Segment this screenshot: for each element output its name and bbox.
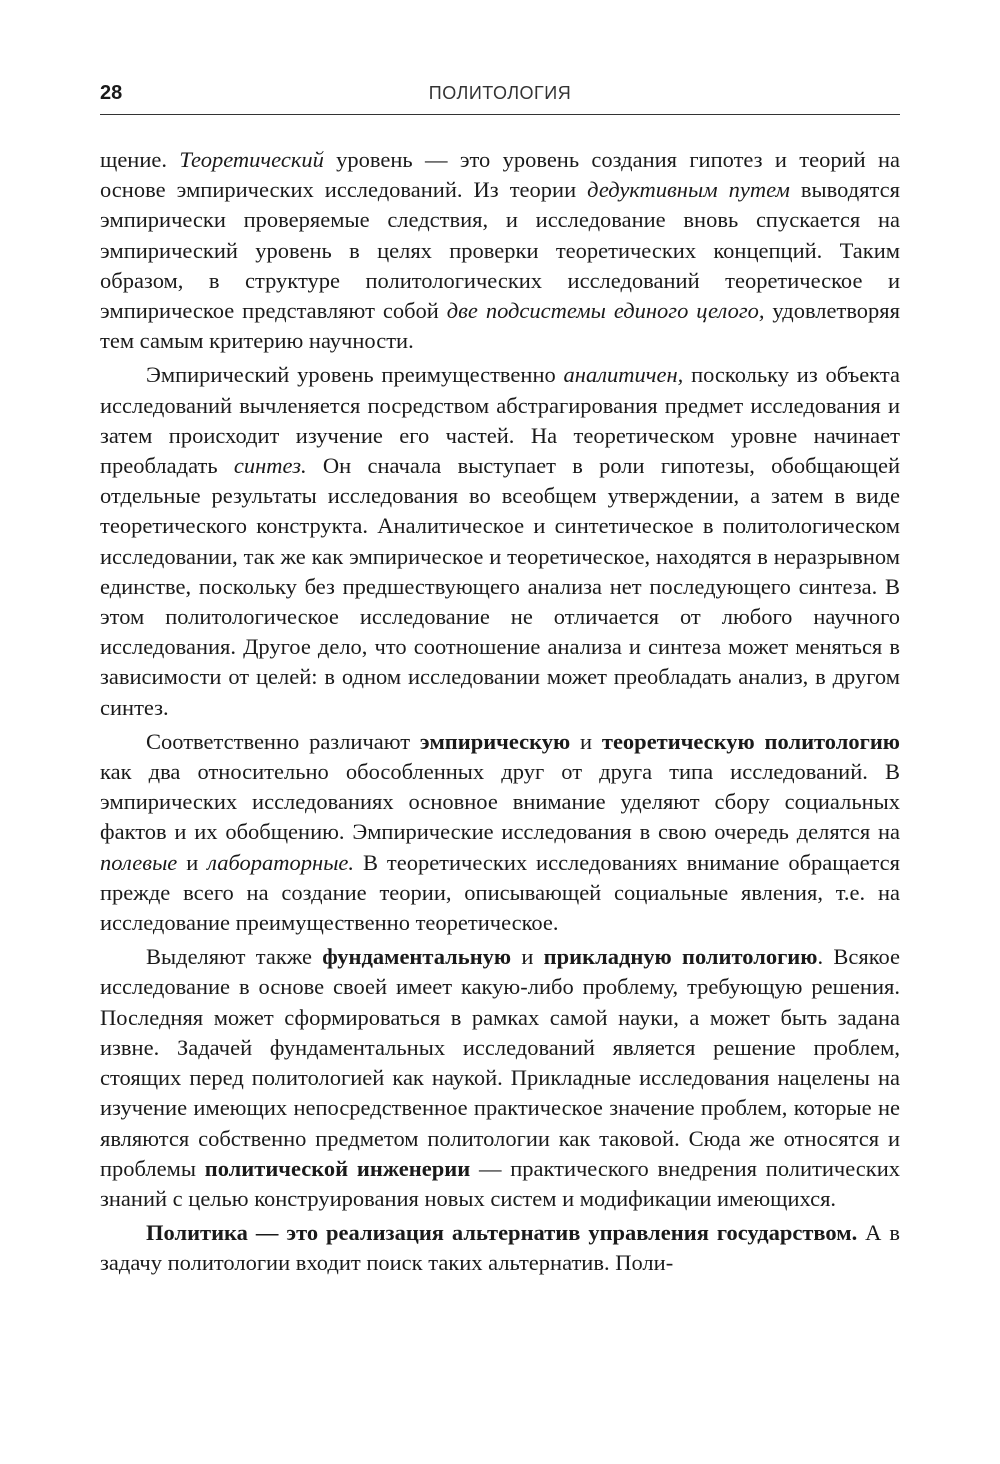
text-span: — практического внедрения политических знаний с целью конструирования новых систем и модификации имеющихся.	[100, 1155, 900, 1211]
bold-term: прикладную политологию	[543, 944, 818, 970]
text-span: и	[570, 728, 602, 754]
bold-definition: Политика — это реализация альтернатив управления государством.	[146, 1220, 858, 1246]
text-span: поскольку из объекта исследований вычленяется посредством абстрагирования предмет исследования и затем происходит изучение его частей. На теоретическом уровне начинает преобладать	[100, 362, 900, 479]
bold-term: политической инженерии	[204, 1155, 471, 1181]
text-span: А в задачу политологии входит поиск таких альтернатив. Поли-	[100, 1220, 901, 1276]
text-span: . Всякое исследование в основе своей имеет какую-либо проблему, требующую решения. Последняя может сформироваться в рамках самой науки, а может быть задана извне. Задачей фундаментальных исследований является решение проблем, стоящих перед политологией как наукой. Прикладные исследования нацелены на изучение имеющих непосредственное практическое значение проблем, которые не являются собственно предметом политологии как таковой. Сюда же относятся и проблемы	[100, 944, 900, 1181]
bold-term: теоретическую политологию	[601, 728, 900, 754]
italic-term: синтез.	[233, 453, 307, 479]
italic-term: Теоретический	[179, 147, 324, 172]
text-span: Эмпирический уровень преимущественно	[146, 362, 564, 388]
italic-term: дедуктивным путем	[587, 177, 790, 203]
running-title: ПОЛИТОЛОГИЯ	[428, 83, 572, 103]
page-header	[100, 82, 900, 112]
body-text	[100, 145, 900, 1283]
paragraph-2	[100, 360, 900, 722]
text-span: щение.	[100, 147, 180, 172]
header-rule	[100, 114, 900, 115]
text-span: как два относительно обособленных друг от друга типа исследований. В эмпирических исследованиях основное внимание уделяют сбору социальных фактов и их обобщению. Эмпирические исследования в свою очередь делятся на	[100, 759, 900, 845]
italic-term: лабораторные.	[207, 849, 355, 875]
text-span: В теоретических исследованиях внимание обращается прежде всего на создание теории, описывающей социальные явления, т.е. на исследование преимущественно теоретическое.	[100, 849, 901, 936]
paragraph-4	[100, 942, 900, 1214]
paragraph-3	[100, 727, 900, 938]
text-span: и	[511, 944, 544, 970]
italic-term: две подсистемы единого целого,	[446, 298, 765, 324]
text-span: и	[177, 849, 208, 875]
text-span: уровень — это уровень создания гипотез и теорий на основе эмпирических исследований. Из теории	[100, 147, 900, 203]
page-number: 28	[100, 82, 123, 104]
bold-term: фундаментальную	[322, 944, 512, 970]
text-span: Выделяют также	[146, 944, 323, 970]
text-span: Он сначала выступает в роли гипотезы, обобщающей отдельные результаты исследования во всеобщем утверждении, а затем в виде теоретического конструкта. Аналитическое и синтетическое в политологическом исследовании, так же как эмпирическое и теоретическое, находятся в неразрывном единстве, поскольку без предшествующего анализа нет последующего синтеза. В этом политологическое исследование не отличается от любого научного исследования. Другое дело, что соотношение анализа и синтеза может меняться в зависимости от целей: в одном исследовании может преобладать анализ, в другом синтез.	[100, 453, 900, 720]
bold-term: эмпирическую	[419, 728, 571, 754]
italic-term: полевые	[100, 849, 178, 875]
text-span: удовлетворяя тем самым критерию научности.	[100, 298, 900, 354]
paragraph-5	[100, 1218, 900, 1278]
paragraph-1	[100, 145, 900, 356]
italic-term: аналитичен,	[563, 362, 684, 388]
text-span: выводятся эмпирически проверяемые следствия, и исследование вновь спускается на эмпирический уровень в целях проверки теоретических концепций. Таким образом, в структуре политологических исследований теоретическое и эмпирическое представляют собой	[100, 177, 900, 324]
text-span: Соответственно различают	[146, 728, 420, 754]
